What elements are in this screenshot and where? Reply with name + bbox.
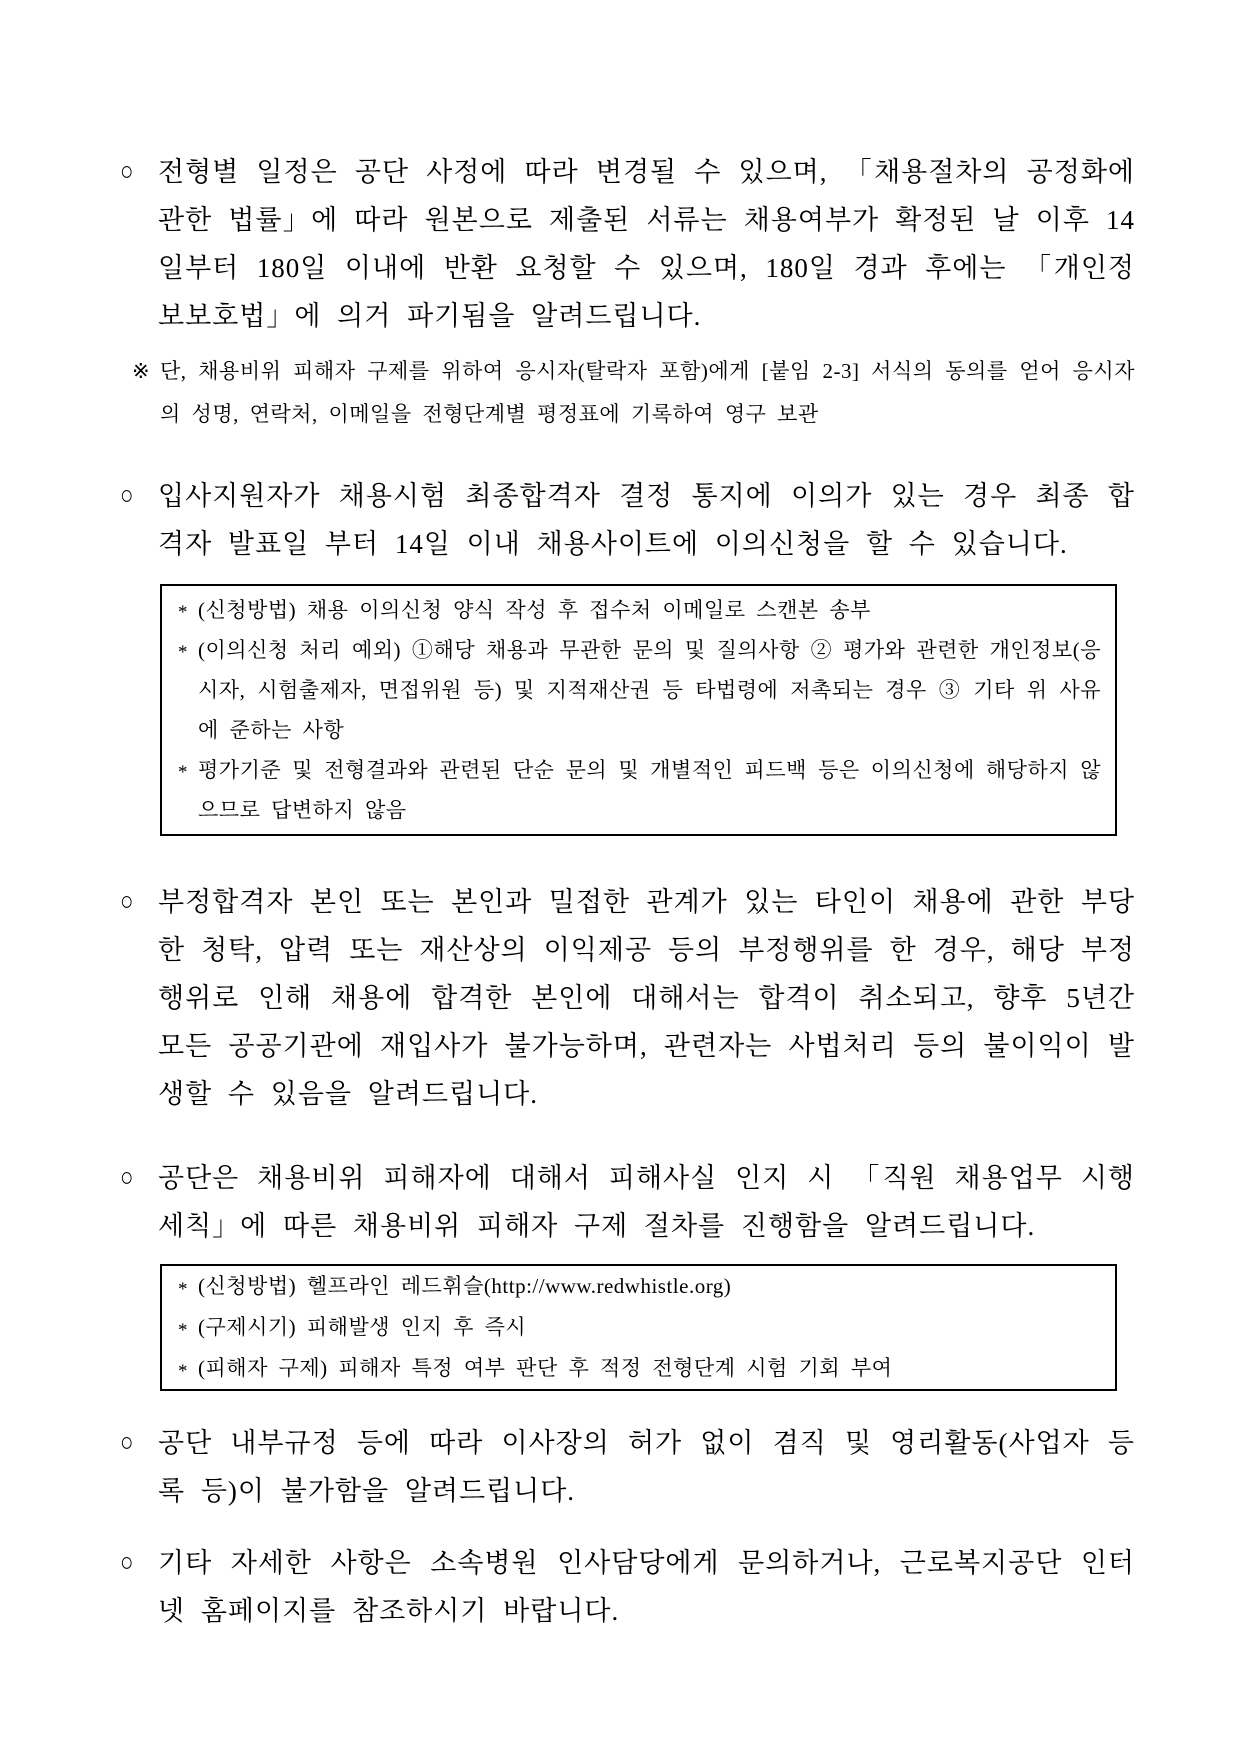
circle-bullet-icon: ○ — [120, 480, 134, 510]
circle-bullet-icon: ○ — [120, 1427, 134, 1457]
circle-bullet-icon: ○ — [120, 1547, 134, 1577]
paragraph-text: 전형별 일정은 공단 사정에 따라 변경될 수 있으며, 「채용절차의 공정화에 관한 법률」에 따라 원본으로 제출된 서류는 채용여부가 확정된 날 이후 14일부터 180일 이내에 반환 요청할 수 있으며, 180일 경과 후에는 「개인정보보호법」에 의거 파기됨을 알려드립니다. — [158, 157, 1135, 331]
box-item-text: (피해자 구제) 피해자 특정 여부 판단 후 적정 전형단계 시험 기회 부여 — [198, 1356, 893, 1380]
box-item — [176, 1348, 1101, 1389]
paragraph-text: 부정합격자 본인 또는 본인과 밀접한 관계가 있는 타인이 채용에 관한 부당한 청탁, 압력 또는 재산상의 이익제공 등의 부정행위를 한 경우, 해당 부정행위로 인해 채용에 합격한 본인에 대해서는 합격이 취소되고, 향후 5년간 모든 공공기관에 재입사가 불가능하며, 관련자는 사법처리 등의 불이익이 발생할 수 있음을 알려드립니다. — [158, 887, 1135, 1109]
box-item-text: (이의신청 처리 예외) ①해당 채용과 무관한 문의 및 질의사항 ② 평가와 관련한 개인정보(응시자, 시험출제자, 면접위원 등) 및 지적재산권 등 타법령에 저촉되는 경우 ③ 기타 위 사유에 준하는 사항 — [198, 638, 1101, 742]
box-item-text: (구제시기) 피해발생 인지 후 즉시 — [198, 1315, 527, 1339]
paragraph-fraudulent-hiring-penalty — [120, 878, 1135, 1118]
box-item-text: (신청방법) 헬프라인 레드휘슬(http://www.redwhistle.org) — [198, 1274, 732, 1298]
paragraph-victim-relief-procedure — [120, 1154, 1135, 1250]
paragraph-text: 기타 자세한 사항은 소속병원 인사담당에게 문의하거나, 근로복지공단 인터넷 홈페이지를 참조하시기 바랍니다. — [158, 1548, 1135, 1626]
reference-mark-icon: ※ — [132, 359, 151, 383]
paragraph-text: 입사지원자가 채용시험 최종합격자 결정 통지에 이의가 있는 경우 최종 합격자 발표일 부터 14일 이내 채용사이트에 이의신청을 할 수 있습니다. — [158, 481, 1135, 559]
asterisk-marker-icon: * — [178, 642, 188, 663]
paragraph-no-side-job — [120, 1419, 1135, 1515]
circle-bullet-icon: ○ — [120, 156, 134, 186]
asterisk-marker-icon: * — [178, 762, 188, 783]
asterisk-marker-icon: * — [178, 1361, 188, 1382]
asterisk-marker-icon: * — [178, 1279, 188, 1300]
box-item — [176, 1307, 1101, 1348]
note-victim-relief-record-retention — [120, 350, 1135, 436]
paragraph-schedule-and-document-return — [120, 148, 1135, 340]
paragraph-text: 공단 내부규정 등에 따라 이사장의 허가 없이 겸직 및 영리활동(사업자 등록 등)이 불가함을 알려드립니다. — [158, 1428, 1135, 1506]
asterisk-marker-icon: * — [178, 1320, 188, 1341]
paragraph-further-inquiries — [120, 1539, 1135, 1635]
box-item — [176, 630, 1101, 750]
box-item-text: (신청방법) 채용 이의신청 양식 작성 후 접수처 이메일로 스캔본 송부 — [198, 598, 871, 622]
asterisk-marker-icon: * — [178, 602, 188, 623]
box-item-text: 평가기준 및 전형결과와 관련된 단순 문의 및 개별적인 피드백 등은 이의신청에 해당하지 않으므로 답변하지 않음 — [198, 758, 1101, 822]
circle-bullet-icon: ○ — [120, 886, 134, 916]
paragraph-text: 공단은 채용비위 피해자에 대해서 피해사실 인지 시 「직원 채용업무 시행세칙」에 따른 채용비위 피해자 구제 절차를 진행함을 알려드립니다. — [158, 1163, 1135, 1241]
box-item — [176, 590, 1101, 630]
victim-relief-info-box — [160, 1264, 1117, 1391]
objection-procedure-box — [160, 584, 1117, 836]
box-item — [176, 750, 1101, 830]
paragraph-objection-filing — [120, 472, 1135, 568]
note-text: 단, 채용비위 피해자 구제를 위하여 응시자(탈락자 포함)에게 [붙임 2-3] 서식의 동의를 얻어 응시자의 성명, 연락처, 이메일을 전형단계별 평정표에 기록하여 영구 보관 — [160, 359, 1135, 426]
box-item — [176, 1266, 1101, 1307]
circle-bullet-icon: ○ — [120, 1162, 134, 1192]
